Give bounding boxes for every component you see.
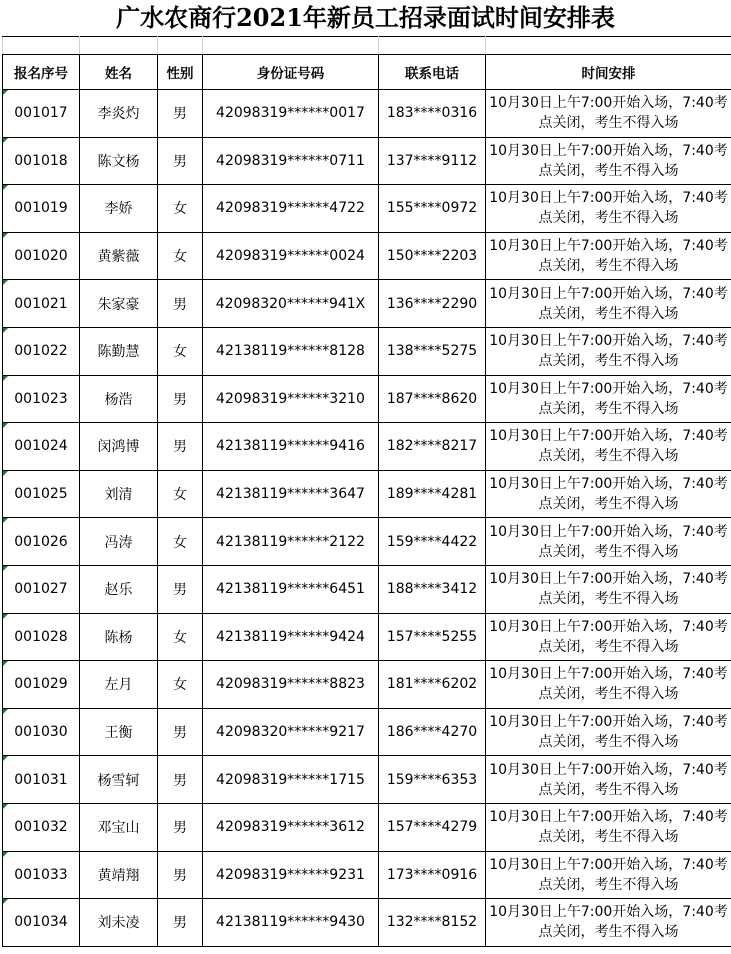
page-title: 广水农商行2021年新员工招录面试时间安排表 [116,3,615,32]
table-row [3,232,731,280]
gender-cell: 男 [158,851,203,899]
registration-no-cell: 001019 [3,185,80,233]
table-row [3,565,731,613]
registration-no-cell: 001020 [3,232,80,280]
table-row [3,899,731,947]
gender-cell: 女 [158,661,203,709]
gender-cell: 男 [158,803,203,851]
name-cell: 邓宝山 [80,803,158,851]
gender-cell: 男 [158,375,203,423]
header-schedule: 时间安排 [486,55,731,90]
phone-cell: 188****3412 [379,565,486,613]
phone-cell: 159****4422 [379,518,486,566]
name-cell: 左月 [80,661,158,709]
table-row [3,851,731,899]
schedule-cell: 10月30日上午7:00开始入场，7:40考点关闭，考生不得入场 [486,232,731,280]
name-cell: 朱家豪 [80,280,158,328]
table-row [3,756,731,804]
gender-cell: 女 [158,613,203,661]
name-cell: 陈勤慧 [80,327,158,375]
id-number-cell: 42138119******6451 [203,565,379,613]
interview-schedule-table [2,36,731,947]
table-row [3,137,731,185]
gender-cell: 男 [158,137,203,185]
id-number-cell: 42098320******941X [203,280,379,328]
id-number-cell: 42138119******9424 [203,613,379,661]
id-number-cell: 42138119******9430 [203,899,379,947]
schedule-cell: 10月30日上午7:00开始入场，7:40考点关闭，考生不得入场 [486,613,731,661]
registration-no-cell: 001028 [3,613,80,661]
id-number-cell: 42138119******8128 [203,327,379,375]
schedule-cell: 10月30日上午7:00开始入场，7:40考点关闭，考生不得入场 [486,423,731,471]
table-row [3,518,731,566]
registration-no-cell: 001022 [3,327,80,375]
id-number-cell: 42098319******0017 [203,90,379,138]
name-cell: 杨浩 [80,375,158,423]
registration-no-cell: 001027 [3,565,80,613]
phone-cell: 187****8620 [379,375,486,423]
id-number-cell: 42138119******2122 [203,518,379,566]
registration-no-cell: 001023 [3,375,80,423]
id-number-cell: 42098319******4722 [203,185,379,233]
name-cell: 李炎灼 [80,90,158,138]
spacer-row [3,37,731,55]
name-cell: 闵鸿博 [80,423,158,471]
gender-cell: 男 [158,280,203,328]
registration-no-cell: 001029 [3,661,80,709]
phone-cell: 181****6202 [379,661,486,709]
header-gender: 性别 [158,55,203,90]
id-number-cell: 42098319******0711 [203,137,379,185]
schedule-cell: 10月30日上午7:00开始入场，7:40考点关闭，考生不得入场 [486,803,731,851]
table-row [3,613,731,661]
table-row [3,708,731,756]
id-number-cell: 42098319******1715 [203,756,379,804]
table-row [3,803,731,851]
name-cell: 陈文杨 [80,137,158,185]
name-cell: 黄靖翔 [80,851,158,899]
schedule-cell: 10月30日上午7:00开始入场，7:40考点关闭，考生不得入场 [486,518,731,566]
phone-cell: 159****6353 [379,756,486,804]
header-phone: 联系电话 [379,55,486,90]
phone-cell: 173****0916 [379,851,486,899]
phone-cell: 138****5275 [379,327,486,375]
schedule-cell: 10月30日上午7:00开始入场，7:40考点关闭，考生不得入场 [486,185,731,233]
id-number-cell: 42098319******9231 [203,851,379,899]
schedule-cell: 10月30日上午7:00开始入场，7:40考点关闭，考生不得入场 [486,851,731,899]
table-row [3,470,731,518]
schedule-cell: 10月30日上午7:00开始入场，7:40考点关闭，考生不得入场 [486,661,731,709]
name-cell: 黄紫薇 [80,232,158,280]
id-number-cell: 42138119******3647 [203,470,379,518]
registration-no-cell: 001021 [3,280,80,328]
table-row [3,375,731,423]
name-cell: 刘清 [80,470,158,518]
phone-cell: 150****2203 [379,232,486,280]
gender-cell: 男 [158,708,203,756]
gender-cell: 女 [158,470,203,518]
schedule-cell: 10月30日上午7:00开始入场，7:40考点关闭，考生不得入场 [486,137,731,185]
gender-cell: 男 [158,90,203,138]
schedule-cell: 10月30日上午7:00开始入场，7:40考点关闭，考生不得入场 [486,756,731,804]
schedule-cell: 10月30日上午7:00开始入场，7:40考点关闭，考生不得入场 [486,280,731,328]
gender-cell: 男 [158,899,203,947]
schedule-cell: 10月30日上午7:00开始入场，7:40考点关闭，考生不得入场 [486,90,731,138]
id-number-cell: 42098320******9217 [203,708,379,756]
table-row [3,280,731,328]
phone-cell: 136****2290 [379,280,486,328]
phone-cell: 137****9112 [379,137,486,185]
gender-cell: 男 [158,565,203,613]
phone-cell: 182****8217 [379,423,486,471]
table-row [3,327,731,375]
header-row [3,55,731,90]
id-number-cell: 42098319******0024 [203,232,379,280]
name-cell: 王衡 [80,708,158,756]
schedule-cell: 10月30日上午7:00开始入场，7:40考点关闭，考生不得入场 [486,327,731,375]
registration-no-cell: 001026 [3,518,80,566]
header-registration-no: 报名序号 [3,55,80,90]
registration-no-cell: 001018 [3,137,80,185]
phone-cell: 132****8152 [379,899,486,947]
table-row [3,185,731,233]
id-number-cell: 42138119******9416 [203,423,379,471]
phone-cell: 157****4279 [379,803,486,851]
schedule-cell: 10月30日上午7:00开始入场，7:40考点关闭，考生不得入场 [486,708,731,756]
registration-no-cell: 001024 [3,423,80,471]
phone-cell: 157****5255 [379,613,486,661]
name-cell: 赵乐 [80,565,158,613]
name-cell: 李娇 [80,185,158,233]
table-row [3,90,731,138]
table-row [3,423,731,471]
gender-cell: 女 [158,232,203,280]
gender-cell: 女 [158,185,203,233]
registration-no-cell: 001025 [3,470,80,518]
name-cell: 杨雪轲 [80,756,158,804]
id-number-cell: 42098319******3612 [203,803,379,851]
id-number-cell: 42098319******8823 [203,661,379,709]
registration-no-cell: 001033 [3,851,80,899]
schedule-cell: 10月30日上午7:00开始入场，7:40考点关闭，考生不得入场 [486,565,731,613]
gender-cell: 女 [158,327,203,375]
registration-no-cell: 001017 [3,90,80,138]
registration-no-cell: 001034 [3,899,80,947]
name-cell: 陈杨 [80,613,158,661]
schedule-cell: 10月30日上午7:00开始入场，7:40考点关闭，考生不得入场 [486,470,731,518]
registration-no-cell: 001030 [3,708,80,756]
schedule-cell: 10月30日上午7:00开始入场，7:40考点关闭，考生不得入场 [486,899,731,947]
name-cell: 冯涛 [80,518,158,566]
phone-cell: 183****0316 [379,90,486,138]
name-cell: 刘未凌 [80,899,158,947]
phone-cell: 189****4281 [379,470,486,518]
header-name: 姓名 [80,55,158,90]
phone-cell: 155****0972 [379,185,486,233]
schedule-cell: 10月30日上午7:00开始入场，7:40考点关闭，考生不得入场 [486,375,731,423]
registration-no-cell: 001031 [3,756,80,804]
table-row [3,661,731,709]
id-number-cell: 42098319******3210 [203,375,379,423]
header-id-number: 身份证号码 [203,55,379,90]
phone-cell: 186****4270 [379,708,486,756]
gender-cell: 男 [158,756,203,804]
gender-cell: 女 [158,518,203,566]
gender-cell: 男 [158,423,203,471]
registration-no-cell: 001032 [3,803,80,851]
